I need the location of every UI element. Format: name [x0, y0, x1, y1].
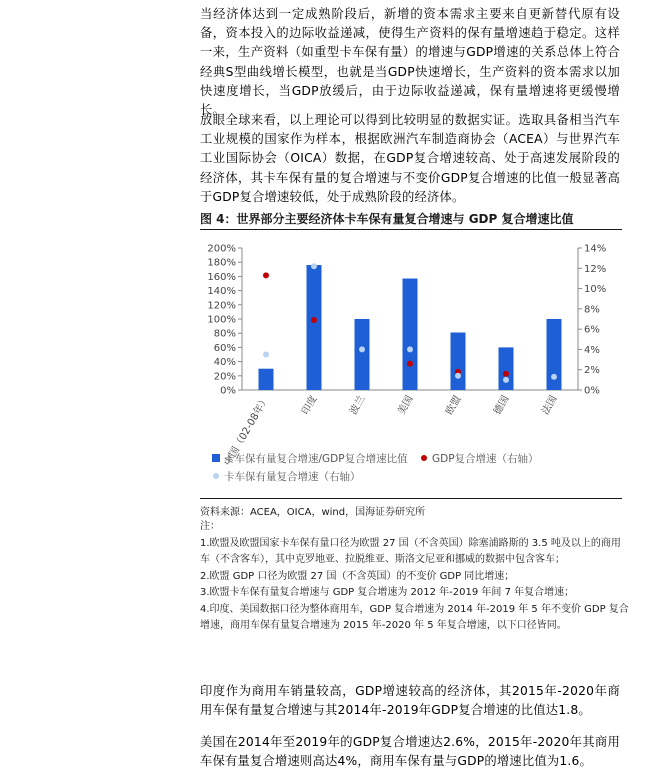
right-axis-tick-label: 6% [584, 324, 600, 336]
paragraph-usa: 美国在2014年至2019年的GDP复合增速达2.6%，2015年-2020年其商用车保有量复合增速则高达4%，商用车保有量与GDP的增速比值为1.6。 [200, 735, 620, 769]
right-axis-tick-label: 0% [584, 385, 600, 397]
bar [403, 279, 418, 390]
right-axis-tick-label: 8% [584, 304, 600, 316]
legend-swatch-point [213, 473, 219, 479]
legend-swatch-bar [212, 454, 220, 462]
note-heading: 注： [200, 521, 220, 532]
left-axis-tick-label: 20% [213, 371, 236, 383]
left-axis-tick-label: 140% [207, 286, 236, 298]
bar [451, 332, 466, 390]
paragraph-intro: 当经济体达到一定成熟阶段后，新增的资本需求主要来自更新替代原有设备，资本投入的边际收益递减，使得生产资料的保有量增速趋于稳定。这样一来，生产资料（如重型卡车保有量）的增速与GDP增速的关系总体上符合经典S型曲线增长模型，也就是当GDP快速增长，生产资料的资本需求以加快速度增长，当GDP放缓后，由于边际收益递减，保有量增速将更缓慢增长。 [200, 7, 620, 118]
gdp-growth-point [311, 317, 317, 323]
right-axis-tick-label: 12% [584, 263, 607, 275]
left-axis-tick-label: 180% [207, 257, 236, 269]
right-axis-tick-label: 14% [584, 243, 607, 255]
paragraph-india: 印度作为商用车销量较高，GDP增速较高的经济体，其2015年-2020年商用车保有量复合增速与其2014年-2019年GDP复合增速的比值达1.8。 [200, 684, 620, 718]
figure-title: 图 4：世界部分主要经济体卡车保有量复合增速与 GDP 复合增速比值 [200, 212, 574, 226]
truck-growth-point [359, 346, 365, 352]
category-label: 印度 [300, 394, 320, 417]
gdp-growth-point [503, 371, 509, 377]
right-axis-tick-label: 2% [584, 365, 600, 377]
truck-growth-point [263, 352, 269, 358]
bar [499, 347, 514, 390]
truck-growth-point [503, 377, 509, 383]
left-axis-tick-label: 60% [213, 342, 236, 354]
note-item: 3.欧盟卡车保有量复合增速与 GDP 复合增速为 2012 年-2019 年间 7 年复合增速； [200, 587, 575, 598]
truck-growth-point [551, 374, 557, 380]
figure-bottom-rule [200, 498, 622, 499]
right-axis-tick-label: 4% [584, 344, 600, 356]
note-item: 1.欧盟及欧盟国家卡车保有量口径为欧盟 27 国（不含英国）除塞浦路斯的 3.5 吨及以上的商用车（不含客车），其中克罗地亚、拉脱维亚、斯洛文尼亚和挪威的数据中包含客车； [200, 537, 621, 565]
legend-label: 卡车保有量复合增速/GDP复合增速比值 [224, 453, 408, 465]
gdp-growth-point [263, 272, 269, 278]
left-axis-tick-label: 80% [213, 328, 236, 340]
bar [259, 369, 274, 390]
left-axis-tick-label: 100% [207, 314, 236, 326]
chart [200, 234, 622, 496]
category-label: 中国（02-08年） [222, 394, 272, 468]
figure-notes [200, 519, 630, 635]
left-axis-tick-label: 200% [207, 243, 236, 255]
note-item: 4.印度、美国数据口径为整体商用车，GDP 复合增速为 2014 年-2019 年 5 年不变价 GDP 复合增速，商用车保有量复合增速为 2015 年-2020 年 5 年复合增速，以下口径皆同。 [200, 603, 629, 631]
left-axis-tick-label: 120% [207, 300, 236, 312]
gdp-growth-point [407, 361, 413, 367]
left-axis-tick-label: 40% [213, 357, 236, 369]
truck-growth-point [407, 346, 413, 352]
figure-top-rule [200, 229, 622, 230]
truck-growth-point [455, 373, 461, 379]
category-label: 欧盟 [444, 394, 464, 417]
category-label: 美国 [396, 394, 416, 417]
figure-source: 资料来源：ACEA，OICA，wind，国海证券研究所 [200, 507, 426, 518]
bar [355, 319, 370, 390]
legend-swatch-point [421, 455, 427, 461]
bar [307, 265, 322, 390]
left-axis-tick-label: 160% [207, 271, 236, 283]
left-axis-tick-label: 0% [220, 385, 236, 397]
paragraph-evidence: 放眼全球来看，以上理论可以得到比较明显的数据实证。选取具备相当汽车工业规模的国家作为样本，根据欧洲汽车制造商协会（ACEA）与世界汽车工业国际协会（OICA）数据，在GDP复合增速较高、处于高速发展阶段的经济体，其卡车保有量的复合增速与不变价GDP复合增速的比值一般显著高于GDP复合增速较低，处于成熟阶段的经济体。 [200, 113, 620, 204]
category-label: 德国 [492, 394, 512, 417]
right-axis-tick-label: 10% [584, 284, 607, 296]
legend-label: GDP复合增速（右轴） [432, 453, 539, 465]
truck-growth-point [311, 263, 317, 269]
category-label: 法国 [540, 394, 560, 417]
legend-label: 卡车保有量复合增速（右轴） [224, 471, 361, 483]
category-label: 波兰 [348, 394, 368, 417]
note-item: 2.欧盟 GDP 口径为欧盟 27 国（不含英国）的不变价 GDP 同比增速； [200, 570, 515, 582]
